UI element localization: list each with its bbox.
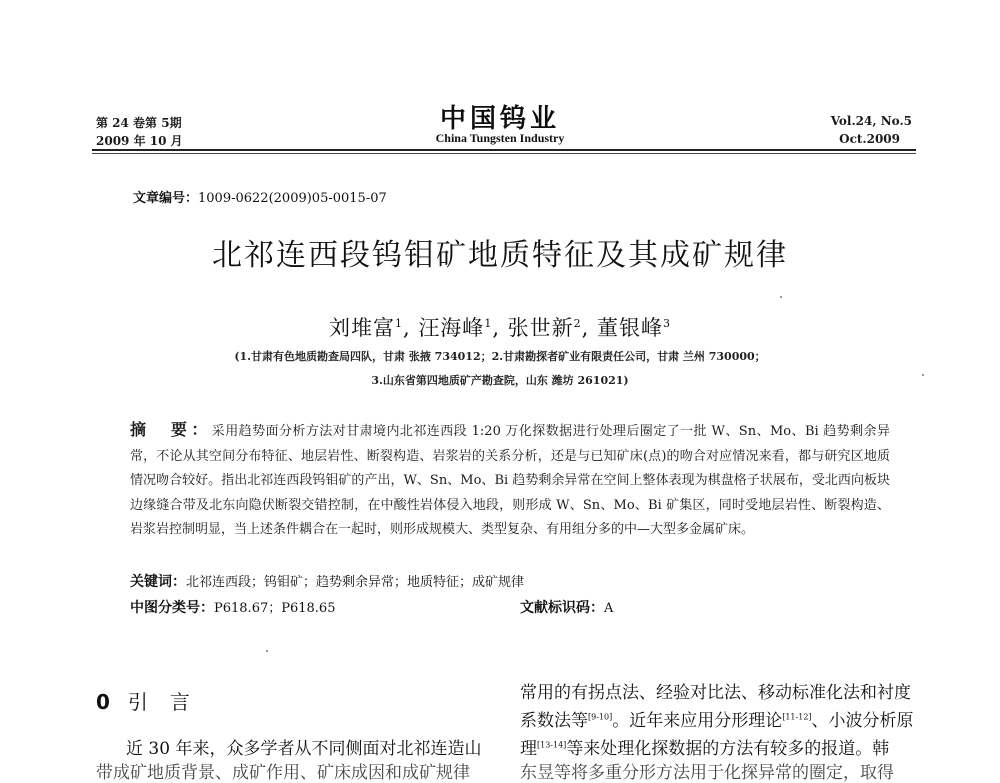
author-name: 刘堆富: [328, 316, 395, 340]
body-text: 理: [520, 739, 537, 759]
citation-ref: [9-10]: [588, 712, 613, 722]
author-separator: ,: [402, 316, 419, 340]
classification-number: [130, 597, 335, 617]
scan-speck: [780, 296, 782, 298]
paper-title: 北祁连西段钨钼矿地质特征及其成矿规律: [212, 238, 788, 273]
journal-logo: 中国钨业: [440, 104, 561, 134]
section-number: 0: [96, 690, 110, 714]
author-list: [150, 312, 850, 342]
header-date: 2009 年 10 月: [96, 134, 183, 148]
body-left-line: 近 30 年来，众多学者从不同侧面对北祁连造山: [126, 739, 482, 759]
body-right-line: 常用的有拐点法、经验对比法、移动标准化法和衬度: [520, 683, 911, 703]
body-text: 系数法等: [520, 711, 588, 731]
body-text: 。近年来应用分形理论: [612, 711, 783, 731]
author-separator: ,: [492, 316, 508, 340]
author-affil-mark: 2: [573, 317, 582, 330]
author-name: 张世新: [507, 316, 574, 340]
body-text: 等来处理化探数据的方法有较多的报道。韩: [566, 739, 890, 759]
journal-name-en: China Tungsten Industry: [435, 131, 565, 145]
body-right-line: [520, 734, 920, 759]
classification-label: 中图分类号：: [130, 600, 214, 616]
body-text: 、小波分析原: [811, 711, 914, 731]
body-right-line: 东昱等将多重分形方法用于化探异常的圈定，取得: [520, 763, 894, 783]
author-name: 董银峰: [597, 316, 664, 340]
body-right-line: [520, 706, 920, 731]
citation-ref: [13-14]: [537, 740, 567, 750]
section-title: 引言: [127, 690, 212, 714]
author-name: 汪海峰: [418, 316, 485, 340]
article-number-label: 文章编号：: [133, 191, 199, 206]
scan-speck: [266, 650, 268, 652]
author-affil-mark: 1: [484, 317, 493, 330]
author-separator: ,: [581, 316, 598, 340]
header-volume-issue-en: Vol.24, No.5: [830, 114, 912, 128]
abstract-label: 摘 要：: [130, 420, 212, 439]
keywords-text: 北祁连西段；钨钼矿；趋势剩余异常；地质特征；成矿规律: [186, 575, 525, 590]
affiliations-line-2: 3.山东省第四地质矿产勘查院，山东 潍坊 261021): [371, 374, 629, 387]
section-heading: [96, 686, 212, 715]
header-date-en: Oct.2009: [839, 132, 900, 146]
classification-value: P618.67；P618.65: [214, 601, 336, 616]
document-code: [520, 597, 613, 617]
document-code-value: A: [604, 601, 614, 616]
scan-speck: [922, 374, 924, 376]
header-rule: [92, 149, 916, 151]
abstract: [130, 418, 890, 543]
document-code-label: 文献标识码：: [520, 600, 604, 616]
keywords-label: 关键词：: [130, 574, 186, 590]
keywords: [130, 571, 890, 591]
header-volume-issue: 第 24 卷第 5期: [96, 116, 182, 130]
body-left-line: 带成矿地质背景、成矿作用、矿床成因和成矿规律: [96, 763, 470, 783]
affiliations-line-1: (1.甘肃有色地质勘查局四队，甘肃 张掖 734012；2.甘肃勘探者矿业有限责任公司，甘肃 兰州 730000；: [234, 350, 766, 363]
author-affil-mark: 3: [663, 317, 672, 330]
citation-ref: [11-12]: [782, 712, 812, 722]
header-rule-thin: [92, 153, 916, 154]
article-number-value: 1009-0622(2009)05-0015-07: [198, 191, 387, 206]
author-affil-mark: 1: [394, 317, 403, 330]
article-number: [133, 187, 387, 206]
abstract-text: 采用趋势面分析方法对甘肃境内北祁连西段 1:20 万化探数据进行处理后圈定了一批 W、Sn、Mo、Bi 趋势剩余异常，不论从其空间分布特征、地层岩性、断裂构造、岩浆岩的关系分析，还是与已知矿床(点)的吻合对应情况来看，都与研究区地质情况吻合较好。指出北祁连西段钨钼矿的产出，W、Sn、Mo、Bi 趋势剩余异常在空间上整体表现为棋盘格子状展布，受北西向板块边缘缝合带及北东向隐伏断裂交错控制，在中酸性岩体侵入地段，则形成 W、Sn、Mo、Bi 矿集区，同时受地层岩性、断裂构造、岩浆岩控制明显，当上述条件耦合在一起时，则形成规模大、类型复杂、有用组分多的中—大型多金属矿床。: [130, 424, 890, 537]
